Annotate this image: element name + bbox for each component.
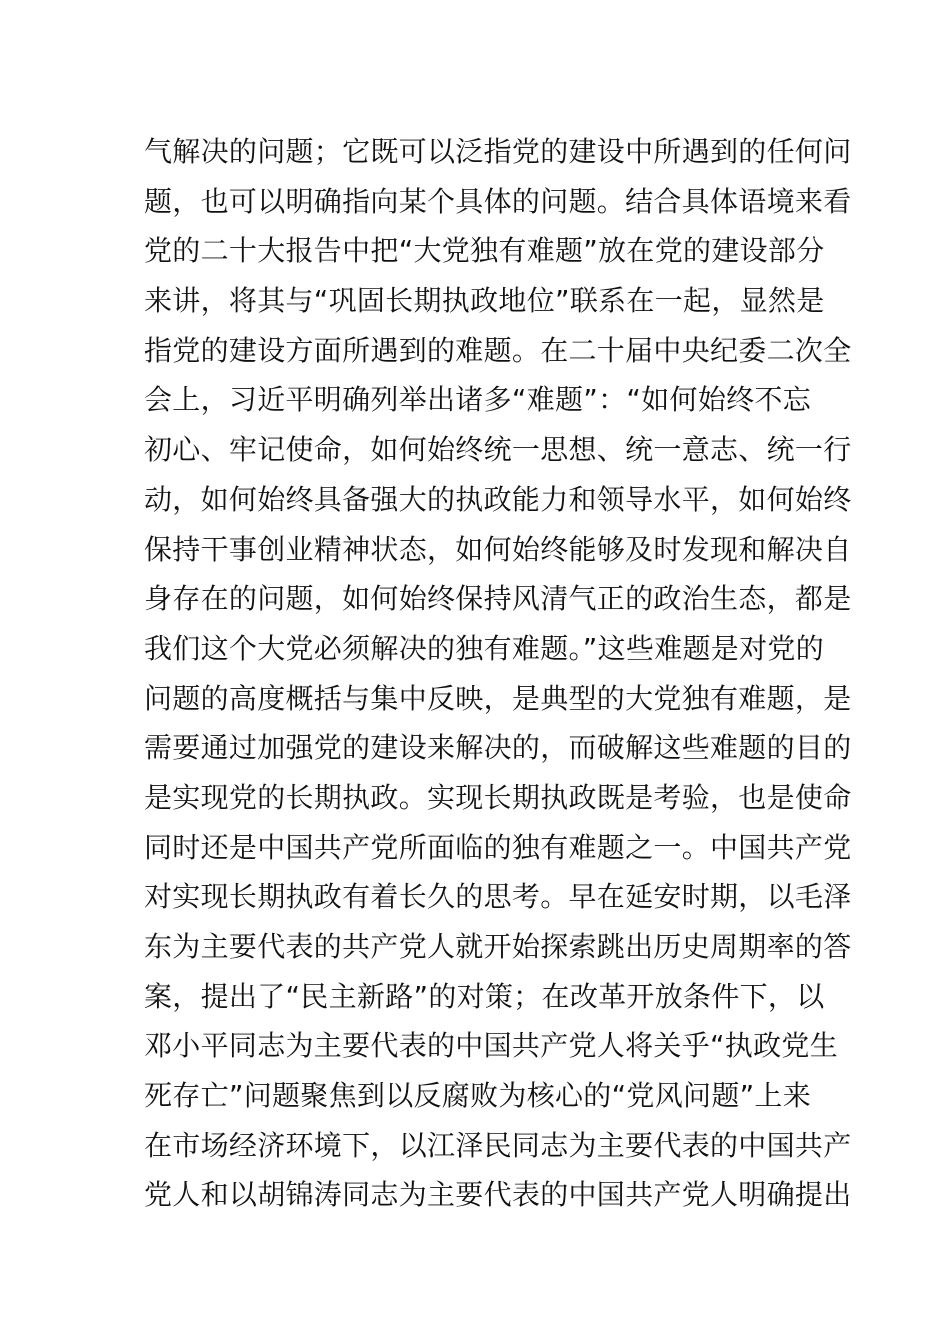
text-line: 是实现党的长期执政。实现长期执政既是考验，也是使命 [144,780,852,814]
text-line: 邓小平同志为主要代表的中国共产党人将关乎“执政党生 [144,1029,839,1063]
text-line: 问题的高度概括与集中反映，是典型的大党独有难题，是 [144,681,852,715]
text-line: 死存亡”问题聚焦到以反腐败为核心的“党风问题”上来 [144,1079,812,1113]
text-line: 案，提出了“民主新路”的对策；在改革开放条件下，以 [144,979,825,1013]
text-line: 在市场经济环境下，以江泽民同志为主要代表的中国共产 [144,1128,852,1162]
body-paragraph [144,127,852,1220]
text-line: 身存在的问题，如何始终保持风清气正的政治生态，都是 [144,582,852,616]
text-line: 对实现长期执政有着长久的思考。早在延安时期，以毛泽 [144,880,852,914]
text-line: 题，也可以明确指向某个具体的问题。结合具体语境来看 [144,184,852,218]
text-line: 需要通过加强党的建设来解决的，而破解这些难题的目的 [144,731,852,765]
text-line: 同时还是中国共产党所面临的独有难题之一。中国共产党 [144,830,852,864]
text-line: 东为主要代表的共产党人就开始探索跳出历史周期率的答 [144,930,852,963]
text-line: 初心、牢记使命，如何始终统一思想、统一意志、统一行 [144,433,852,467]
text-line: 动，如何始终具备强大的执政能力和领导水平，如何始终 [144,482,852,516]
text-line: 我们这个大党必须解决的独有难题。”这些难题是对党的 [144,631,825,665]
text-line: 党人和以胡锦涛同志为主要代表的中国共产党人明确提出 [144,1178,852,1212]
text-line: 会上，习近平明确列举出诸多“难题”：“如何始终不忘 [144,383,812,417]
text-line: 气解决的问题；它既可以泛指党的建设中所遇到的任何问 [144,135,852,168]
text-line: 党的二十大报告中把“大党独有难题”放在党的建设部分 [144,234,825,268]
text-line: 指党的建设方面所遇到的难题。在二十届中央纪委二次全 [144,333,852,367]
text-line: 来讲，将其与“巩固长期执政地位”联系在一起，显然是 [144,284,825,318]
text-line: 保持干事创业精神状态，如何始终能够及时发现和解决自 [144,532,852,566]
